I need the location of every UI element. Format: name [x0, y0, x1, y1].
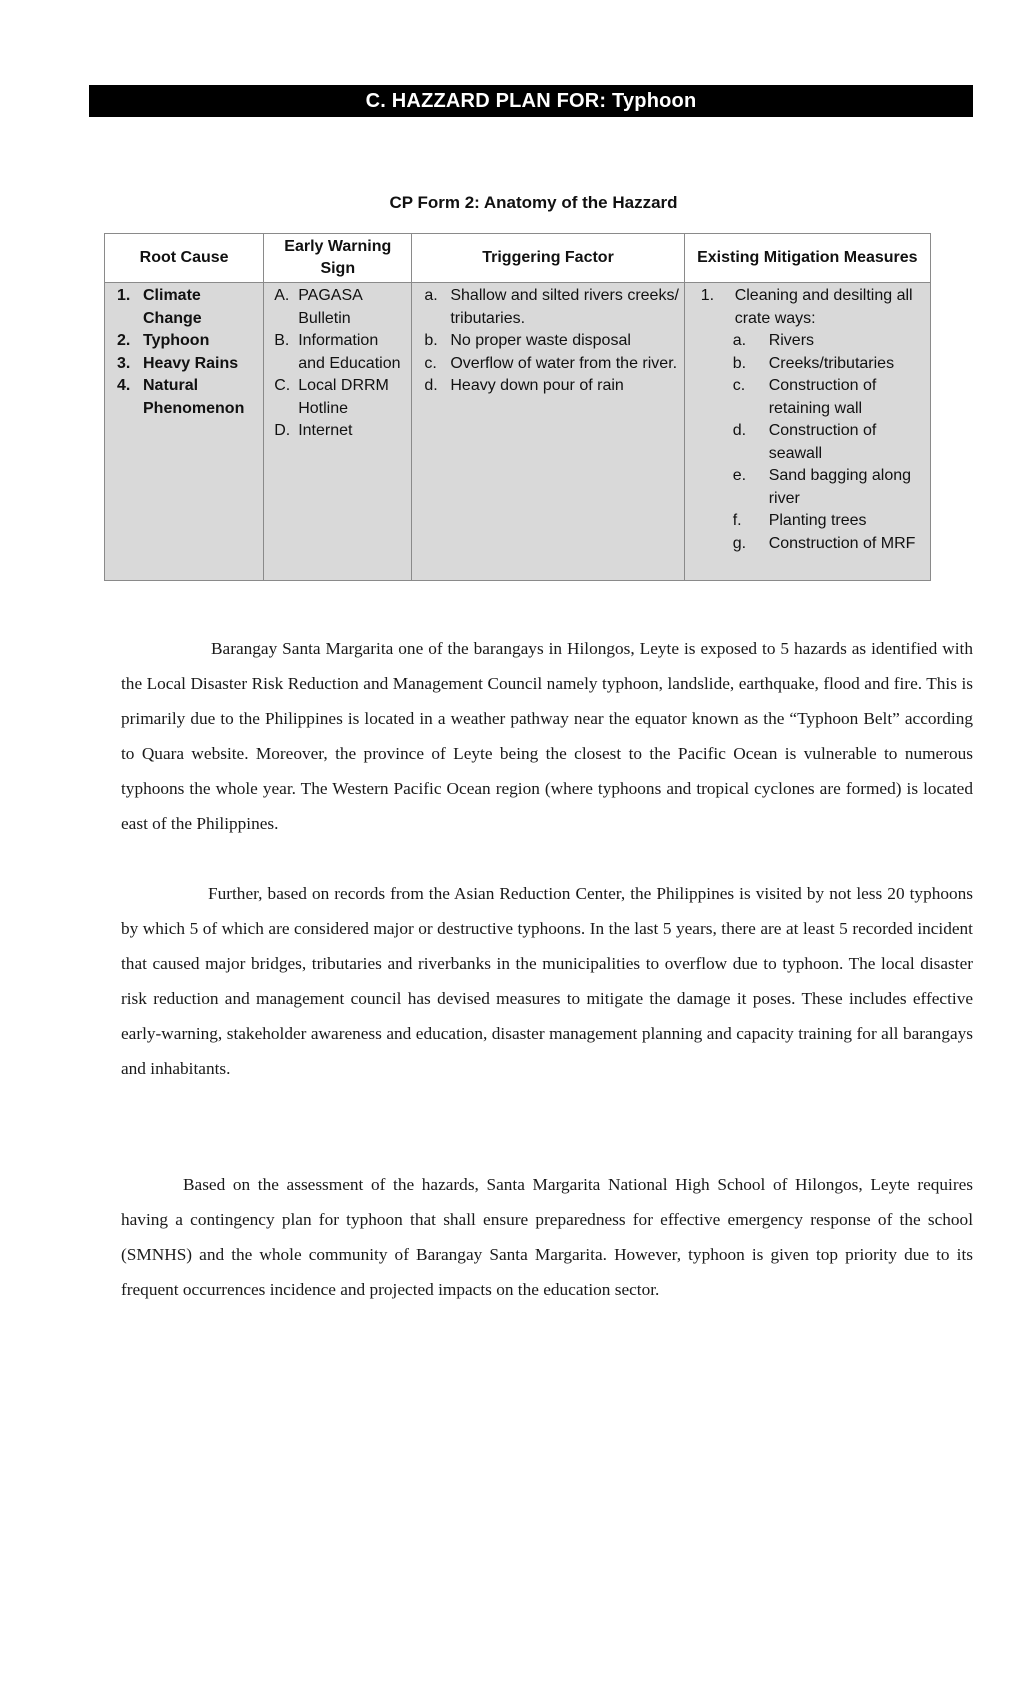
list-item: c. Construction of retaining wall: [732, 377, 877, 417]
mitigation-list: [689, 285, 926, 555]
list-item: e. Sand bagging along river: [732, 467, 912, 507]
list-item: A. PAGASA Bulletin: [274, 287, 362, 327]
list-item: f. Planting trees: [732, 512, 867, 529]
body-paragraph-3: Based on the assessment of the hazards, Santa Margarita National High School of Hilongos, Leyte requires having a contingency plan for typhoon that shall ensure preparedness for effective emergency response of the school (SMNHS) and the whole community of Barangay Santa Margarita. However, typhoon is given top priority due to its frequent occurrences incidence and projected impacts on the education sector.: [121, 1175, 973, 1299]
header-early-warning-sign: Early Warning Sign: [264, 234, 412, 283]
list-item: 1. Cleaning and desilting all crate ways: a. Rivers b. Creeks/tributaries c. Construction of retaining wall d. Construction of seawall e. Sand bagging along river f. Planting trees g. Construction of MRF: [689, 285, 926, 555]
list-item: g. Construction of MRF: [732, 534, 916, 552]
list-item: C. Local DRRM Hotline: [274, 377, 389, 417]
list-item: 3. Heavy Rains: [117, 354, 239, 372]
table-row: [105, 283, 931, 581]
list-item: D. Internet: [274, 422, 353, 439]
table-header-row: [105, 234, 931, 283]
triggering-factor-cell: [412, 283, 684, 581]
header-existing-mitigation-measures: Existing Mitigation Measures: [684, 234, 930, 283]
header-triggering-factor: Triggering Factor: [412, 234, 684, 283]
list-item: c. Overflow of water from the river.: [424, 354, 678, 372]
body-paragraph-2: Further, based on records from the Asian Reduction Center, the Philippines is visited by not less 20 typhoons by which 5 of which are considered major or destructive typhoons. In the last 5 years, there are at least 5 recorded incident that caused major bridges, tributaries and riverbanks in the municipalities to overflow due to typhoon. The local disaster risk reduction and management council has devised measures to mitigate the damage it poses. These includes effective early-warning, stakeholder awareness and education, disaster management planning and capacity training for all barangays and inhabitants.: [121, 884, 973, 1078]
triggering-factor-list: [416, 285, 679, 398]
mitigation-measures-cell: [684, 283, 930, 581]
root-cause-cell: [105, 283, 264, 581]
list-item: a. Rivers: [732, 332, 815, 349]
list-item: d. Construction of seawall: [732, 422, 877, 462]
form-title: CP Form 2: Anatomy of the Hazzard: [389, 193, 678, 212]
list-item: d. Heavy down pour of rain: [424, 377, 624, 394]
early-warning-list: [268, 285, 407, 443]
header-root-cause: Root Cause: [105, 234, 264, 283]
list-item: b. Creeks/tributaries: [732, 354, 895, 372]
list-item: B. Information and Education: [274, 332, 401, 372]
mitigation-sublist: [723, 330, 926, 555]
list-item: a. Shallow and silted rivers creeks/ tributaries.: [424, 287, 679, 327]
root-cause-list: [109, 285, 259, 420]
body-paragraph-1: Barangay Santa Margarita one of the barangays in Hilongos, Leyte is exposed to 5 hazards as identified with the Local Disaster Risk Reduction and Management Council namely typhoon, landslide, earthquake, flood and fire. This is primarily due to the Philippines is located in a weather pathway near the equator known as the “Typhoon Belt” according to Quara website. Moreover, the province of Leyte being the closest to the Pacific Ocean is vulnerable to numerous typhoons the whole year. The Western Pacific Ocean region (where typhoons and tropical cyclones are formed) is located east of the Philippines.: [121, 639, 973, 833]
list-item: 4. Natural Phenomenon: [117, 377, 245, 417]
list-item: b. No proper waste disposal: [424, 332, 631, 349]
list-item: 2. Typhoon: [117, 332, 210, 349]
section-banner: C. HAZZARD PLAN FOR: Typhoon: [89, 85, 973, 117]
hazard-anatomy-table: [104, 233, 931, 581]
early-warning-cell: [264, 283, 412, 581]
list-item: 1. Climate Change: [117, 287, 202, 327]
